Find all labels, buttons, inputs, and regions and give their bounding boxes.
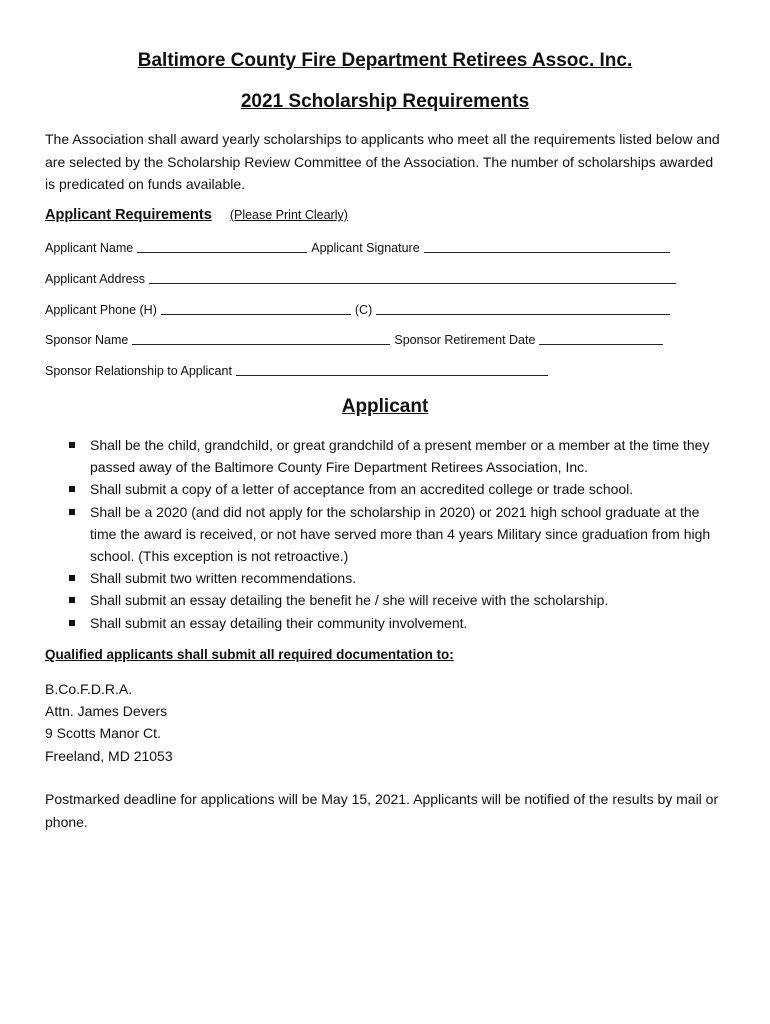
list-item: Shall submit a copy of a letter of acceptance from an accredited college or trade school.: [45, 478, 725, 500]
applicant-phone-row: [45, 302, 674, 317]
list-item: Shall submit an essay detailing the benefit he / she will receive with the scholarship.: [45, 589, 725, 611]
list-item: Shall submit two written recommendations.: [45, 567, 725, 589]
address-line: Attn. James Devers: [45, 703, 168, 720]
applicant-requirements-list: [45, 434, 725, 634]
applicant-signature-label: Applicant Signature: [311, 241, 420, 255]
list-item: Shall submit an essay detailing their community involvement.: [45, 612, 725, 634]
applicant-heading: Applicant: [341, 396, 429, 417]
intro-paragraph: The Association shall award yearly scholarships to applicants who meet all the requirements listed below and are selected by the Scholarship Review Committee of the Association. The number of scholarships awarded is predicated on funds available.: [45, 131, 720, 192]
sponsor-row: [45, 332, 667, 347]
address-line: Freeland, MD 21053: [45, 747, 173, 764]
sponsor-name-blank[interactable]: [132, 332, 390, 345]
document-title: Baltimore County Fire Department Retirees Assoc. Inc.: [137, 50, 633, 71]
list-item: Shall be the child, grandchild, or great grandchild of a present member or a member at the time they passed away of the Baltimore County Fire Department Retirees Association, Inc.: [45, 434, 725, 478]
address-line: B.Co.F.D.R.A.: [45, 681, 133, 697]
sponsor-retirement-date-blank[interactable]: [539, 332, 663, 345]
sponsor-relationship-label: Sponsor Relationship to Applicant: [45, 364, 232, 378]
requirements-heading-row: [45, 207, 348, 223]
applicant-phone-c-label: (C): [354, 303, 373, 317]
document-subtitle: 2021 Scholarship Requirements: [240, 91, 530, 112]
applicant-name-blank[interactable]: [137, 240, 307, 253]
applicant-phone-c-blank[interactable]: [376, 302, 670, 315]
sponsor-retirement-date-label: Sponsor Retirement Date: [394, 333, 536, 347]
sponsor-relationship-blank[interactable]: [236, 363, 548, 376]
sponsor-name-label: Sponsor Name: [45, 333, 129, 347]
applicant-name-row: [45, 240, 674, 255]
applicant-address-row: [45, 271, 680, 286]
print-clearly-note: (Please Print Clearly): [229, 208, 348, 222]
applicant-signature-blank[interactable]: [424, 240, 670, 253]
submission-heading: Qualified applicants shall submit all required documentation to:: [45, 647, 454, 662]
list-item: Shall be a 2020 (and did not apply for the scholarship in 2020) or 2021 high school graduate at the time the award is received, or not have served more than 4 years Military since graduation from high school. (This exception is not retroactive.): [45, 501, 725, 568]
applicant-phone-h-label: Applicant Phone (H): [45, 303, 157, 317]
applicant-phone-h-blank[interactable]: [161, 302, 351, 315]
applicant-address-label: Applicant Address: [45, 272, 146, 286]
requirements-heading: Applicant Requirements: [45, 207, 212, 223]
sponsor-relationship-row: [45, 363, 552, 378]
mailing-address: [45, 678, 173, 767]
deadline-paragraph: Postmarked deadline for applications will be May 15, 2021. Applicants will be notified of the results by mail or phone.: [45, 791, 719, 830]
applicant-name-label: Applicant Name: [45, 241, 134, 255]
address-line: 9 Scotts Manor Ct.: [45, 725, 161, 742]
applicant-address-blank[interactable]: [149, 271, 676, 284]
